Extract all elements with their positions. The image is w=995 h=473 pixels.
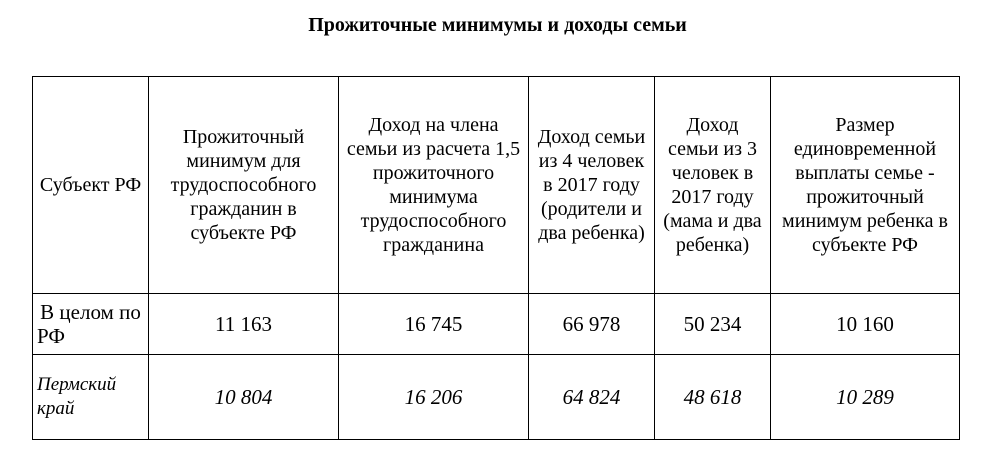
header-income-per-member: Доход на члена семьи из расчета 1,5 прожиточного минимума трудоспособного гражданина bbox=[339, 77, 529, 294]
value-cell: 11 163 bbox=[149, 294, 339, 355]
value-cell: 16 745 bbox=[339, 294, 529, 355]
row-subject-cell: Пермский край bbox=[33, 355, 149, 440]
header-income-family-of-4: Доход семьи из 4 человек в 2017 году (родители и два ребенка) bbox=[529, 77, 655, 294]
value-cell: 64 824 bbox=[529, 355, 655, 440]
value-cell: 66 978 bbox=[529, 294, 655, 355]
table-header-row bbox=[33, 77, 960, 294]
header-subsistence-minimum: Прожиточный минимум для трудоспособного гражданин в субъекте РФ bbox=[149, 77, 339, 294]
row-subject-cell: В целом по РФ bbox=[33, 294, 149, 355]
table-row bbox=[33, 294, 960, 355]
value-cell: 10 289 bbox=[771, 355, 960, 440]
value-cell: 10 804 bbox=[149, 355, 339, 440]
income-table bbox=[32, 76, 960, 440]
value-cell: 48 618 bbox=[655, 355, 771, 440]
value-cell: 50 234 bbox=[655, 294, 771, 355]
value-cell: 10 160 bbox=[771, 294, 960, 355]
value-cell: 16 206 bbox=[339, 355, 529, 440]
header-one-time-payment: Размер единовременной выплаты семье - прожиточный минимум ребенка в субъекте РФ bbox=[771, 77, 960, 294]
header-income-family-of-3: Доход семьи из 3 человек в 2017 году (мама и два ребенка) bbox=[655, 77, 771, 294]
header-subject: Субъект РФ bbox=[33, 77, 149, 294]
page-title: Прожиточные минимумы и доходы семьи bbox=[308, 14, 687, 36]
table-row bbox=[33, 355, 960, 440]
